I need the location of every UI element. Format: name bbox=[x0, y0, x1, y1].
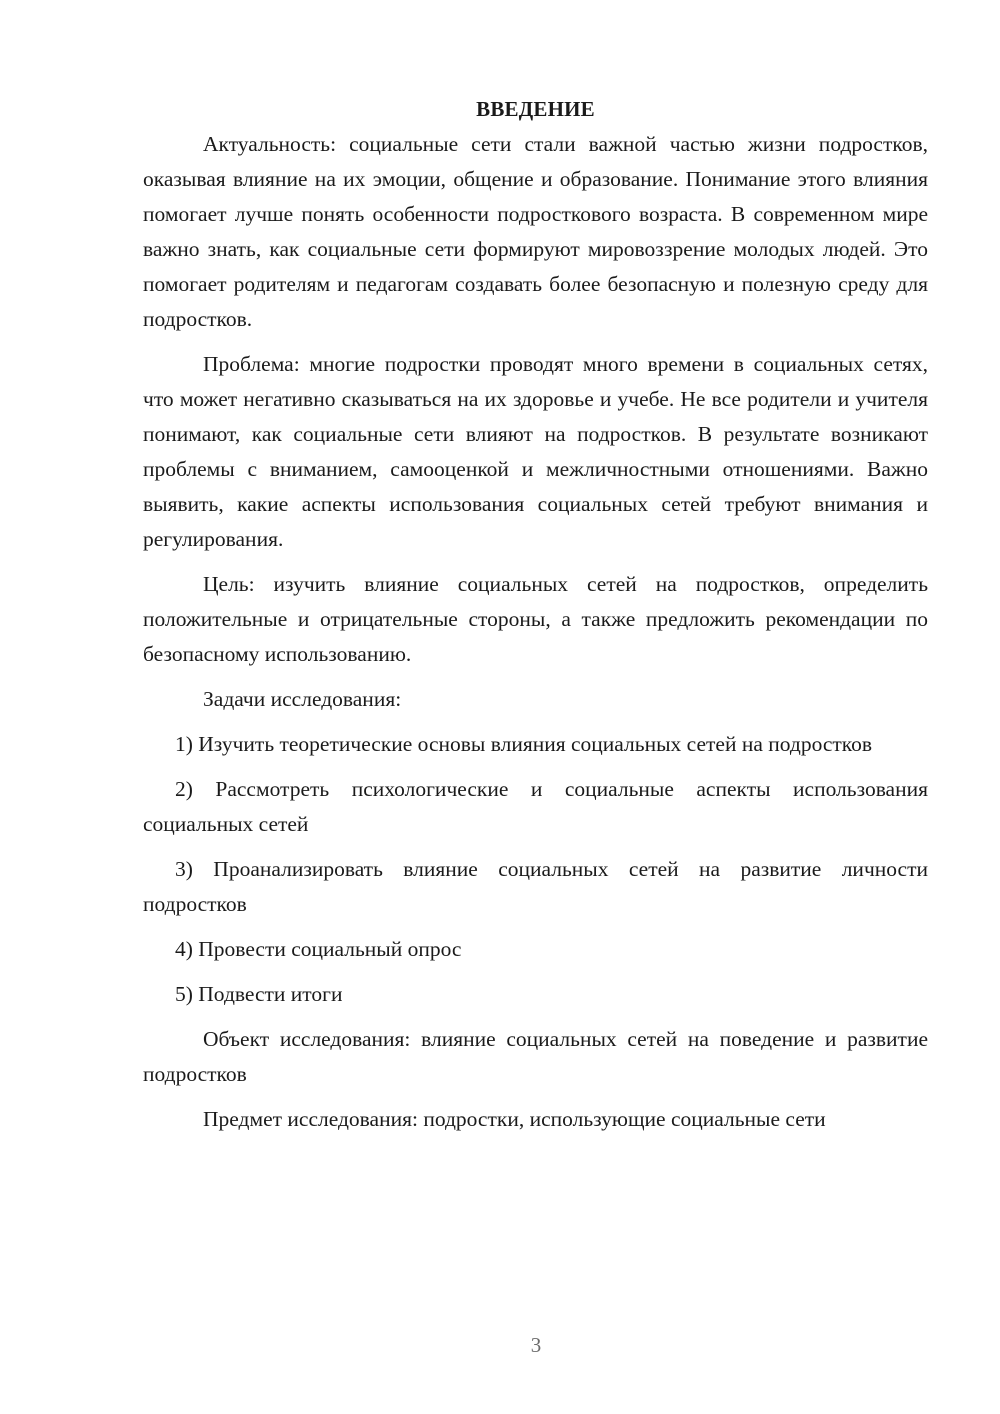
object-paragraph: Объект исследования: влияние социальных сетей на поведение и развитие подростков bbox=[143, 1027, 928, 1086]
page-title: ВВЕДЕНИЕ bbox=[476, 97, 595, 121]
goal-paragraph: Цель: изучить влияние социальных сетей на подростков, определить положительные и отрицательные стороны, а также предложить рекомендации по безопасному использованию. bbox=[143, 572, 928, 666]
task-item-5: 5) Подвести итоги bbox=[175, 982, 343, 1006]
page-number: 3 bbox=[530, 1333, 542, 1357]
relevance-paragraph: Актуальность: социальные сети стали важной частью жизни подростков, оказывая влияние на их эмоции, общение и образование. Понимание этого влияния помогает лучше понять особенности подросткового возраста. В современном мире важно знать, как социальные сети формируют мировоззрение молодых людей. Это помогает родителям и педагогам создавать более безопасную и полезную среду для подростков. bbox=[143, 132, 928, 331]
task-item-1: 1) Изучить теоретические основы влияния социальных сетей на подростков bbox=[175, 732, 873, 756]
subject-paragraph: Предмет исследования: подростки, использующие социальные сети bbox=[203, 1107, 826, 1131]
task-item-3: 3) Проанализировать влияние социальных сетей на развитие личности подростков bbox=[143, 857, 928, 916]
tasks-title: Задачи исследования: bbox=[203, 687, 402, 711]
problem-paragraph: Проблема: многие подростки проводят много времени в социальных сетях, что может негативно сказываться на их здоровье и учебе. Не все родители и учителя понимают, как социальные сети влияют на подростков. В результате возникают проблемы с вниманием, самооценкой и межличностными отношениями. Важно выявить, какие аспекты использования социальных сетей требуют внимания и регулирования. bbox=[143, 352, 928, 551]
task-item-4: 4) Провести социальный опрос bbox=[175, 937, 462, 961]
page-content bbox=[143, 92, 928, 1147]
task-item-2: 2) Рассмотреть психологические и социальные аспекты использования социальных сетей bbox=[143, 777, 928, 836]
